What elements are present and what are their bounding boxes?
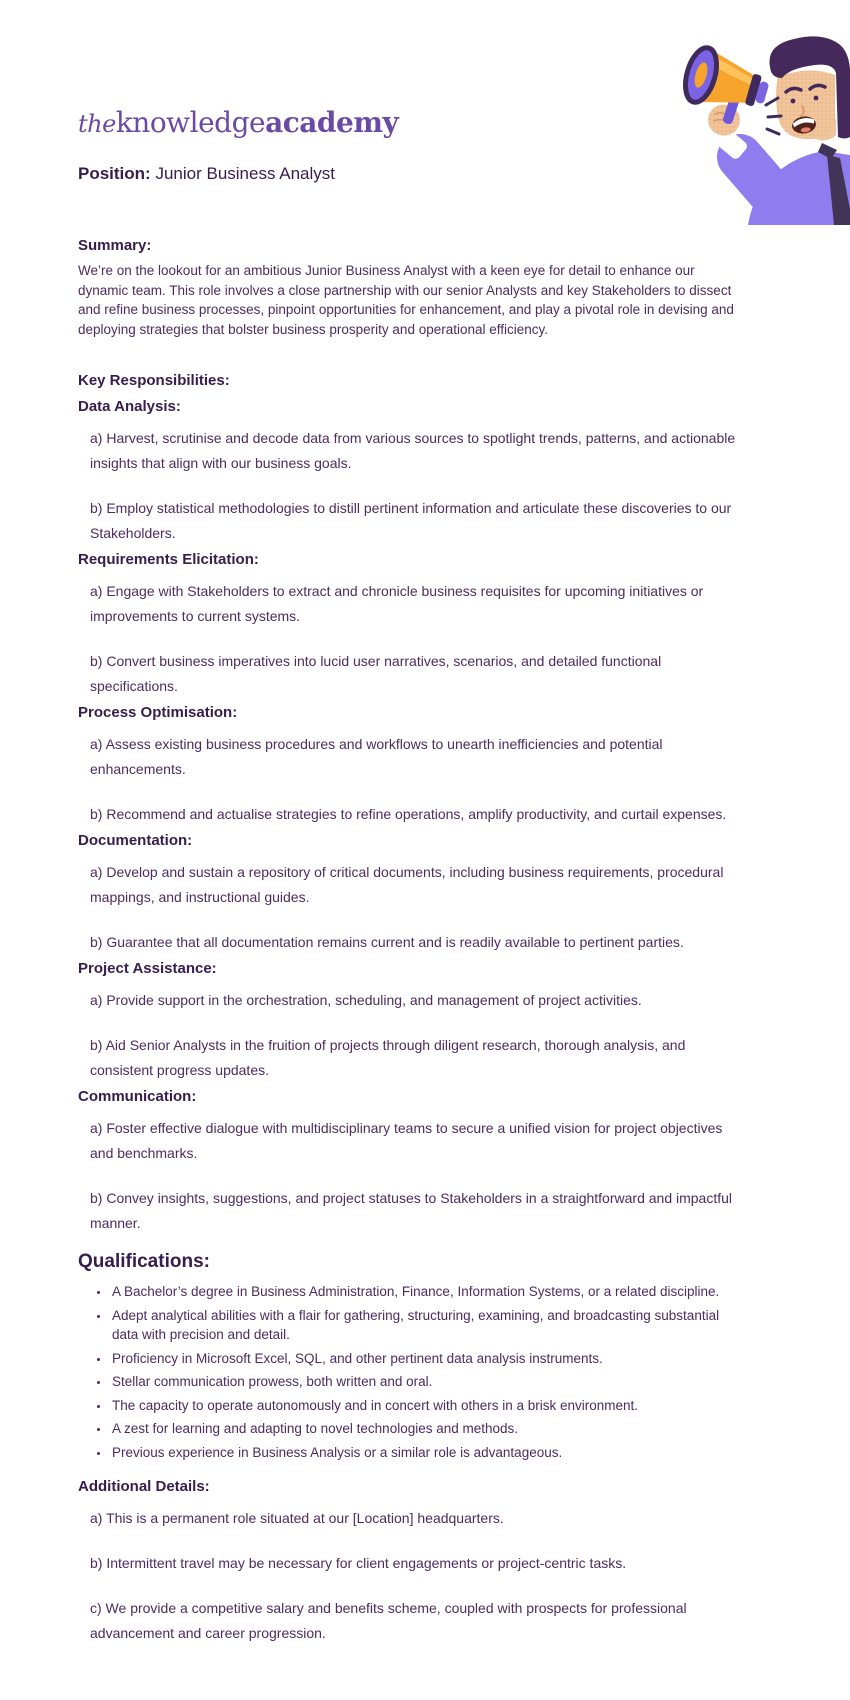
responsibility-item: a) Harvest, scrutinise and decode data from various sources to spotlight trends, patterns, and actionable insights that align with our business goals.: [90, 430, 736, 471]
detail-item: a) This is a permanent role situated at our [Location] headquarters.: [90, 1510, 504, 1526]
logo-word-academy: academy: [265, 106, 399, 139]
qualification-item: • Proficiency in Microsoft Excel, SQL, and other pertinent data analysis instruments.: [110, 1349, 742, 1369]
arm-shape: [740, 157, 790, 215]
qualification-item: • Adept analytical abilities with a flair for gathering, structuring, examining, and broadcasting substantial data with precision and detail.: [110, 1306, 742, 1345]
logo-word-the: the: [78, 110, 116, 138]
section-title: Data Analysis:: [78, 398, 181, 415]
qualifications-list: [78, 1282, 742, 1462]
summary-text: We’re on the lookout for an ambitious Junior Business Analyst with a keen eye for detail to enhance our dynamic team. This role involves a close partnership with our senior Analysts and key Stakeholders to dissect and refine business processes, pinpoint opportunities for enhancement, and play a pivotal role in devising and deploying strategies that bolster business prosperity and operational efficiency.: [78, 263, 734, 337]
responsibility-item: a) Foster effective dialogue with multidisciplinary teams to secure a unified vision for project objectives and benchmarks.: [90, 1120, 723, 1161]
responsibility-section: [78, 396, 742, 546]
section-title: Communication:: [78, 1088, 197, 1105]
section-title: Process Optimisation:: [78, 704, 238, 721]
section-title: Requirements Elicitation:: [78, 551, 259, 568]
responsibility-section: [78, 702, 742, 827]
qualification-item: • A Bachelor’s degree in Business Administration, Finance, Information Systems, or a related discipline.: [110, 1282, 742, 1302]
position-value: Junior Business Analyst: [155, 164, 335, 183]
responsibility-section: [78, 958, 742, 1083]
qualifications-heading: Qualifications:: [78, 1251, 210, 1272]
responsibility-item: b) Convert business imperatives into lucid user narratives, scenarios, and detailed functional specifications.: [90, 653, 662, 694]
qualification-item: • Stellar communication prowess, both written and oral.: [110, 1372, 742, 1392]
responsibility-section: [78, 830, 742, 955]
responsibility-section: [78, 549, 742, 699]
section-title: Project Assistance:: [78, 960, 217, 977]
job-description-document: [78, 0, 742, 1646]
responsibility-item: b) Guarantee that all documentation remains current and is readily available to pertinent parties.: [90, 934, 684, 950]
qualification-item: • The capacity to operate autonomously and in concert with others in a brisk environment.: [110, 1396, 742, 1416]
responsibility-item: a) Develop and sustain a repository of critical documents, including business requirements, procedural mappings, and instructional guides.: [90, 864, 724, 905]
responsibility-item: b) Convey insights, suggestions, and project statuses to Stakeholders in a straightforward and impactful manner.: [90, 1190, 733, 1231]
logo-word-knowledge: knowledge: [115, 106, 266, 139]
responsibility-section: [78, 1086, 742, 1236]
responsibility-item: a) Engage with Stakeholders to extract and chronicle business requisites for upcoming initiatives or improvements to current systems.: [90, 583, 704, 624]
responsibility-item: b) Aid Senior Analysts in the fruition of projects through diligent research, thorough analysis, and consistent progress updates.: [90, 1037, 686, 1078]
detail-item: b) Intermittent travel may be necessary for client engagements or project-centric tasks.: [90, 1555, 627, 1571]
responsibility-item: b) Employ statistical methodologies to distill pertinent information and articulate these discoveries to our Stakeholders.: [90, 500, 732, 541]
section-title: Documentation:: [78, 832, 193, 849]
key-responsibilities-heading: Key Responsibilities:: [78, 372, 230, 389]
responsibility-item: a) Assess existing business procedures and workflows to unearth inefficiencies and potential enhancements.: [90, 736, 663, 777]
additional-details-heading: Additional Details:: [78, 1478, 210, 1495]
qualification-item: • A zest for learning and adapting to novel technologies and methods.: [110, 1419, 742, 1439]
position-line: [78, 163, 742, 185]
qualification-item: • Previous experience in Business Analysis or a similar role is advantageous.: [110, 1443, 742, 1463]
detail-item: c) We provide a competitive salary and benefits scheme, coupled with prospects for professional advancement and career progression.: [90, 1600, 687, 1641]
brand-logo: [78, 108, 742, 139]
position-label: Position:: [78, 164, 151, 183]
man-face: [770, 36, 850, 139]
summary-heading: Summary:: [78, 237, 152, 254]
responsibility-item: b) Recommend and actualise strategies to refine operations, amplify productivity, and curtail expenses.: [90, 806, 727, 822]
responsibility-item: a) Provide support in the orchestration, scheduling, and management of project activities.: [90, 992, 642, 1008]
